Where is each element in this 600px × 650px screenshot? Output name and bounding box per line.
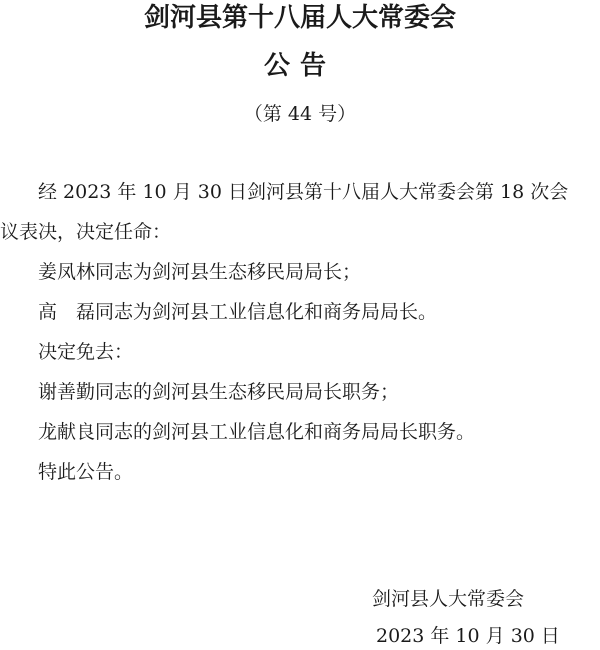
signature-organization: 剑河县人大常委会 <box>372 588 525 610</box>
intro-line-2: 议表决，决定任命： <box>0 221 172 243</box>
intro-line-1: 经 2023 年 10 月 30 日剑河县第十八届人大常委会第 18 次会 <box>38 181 569 203</box>
document-number: （第 44 号） <box>243 103 357 125</box>
document-subtitle: 公告 <box>263 51 336 81</box>
signature-date: 2023 年 10 月 30 日 <box>376 625 560 647</box>
removal-heading: 决定免去： <box>38 341 134 363</box>
document-title: 剑河县第十八届人大常委会 <box>143 3 456 33</box>
appointment-2: 高 磊同志为剑河县工业信息化和商务局局长。 <box>38 301 438 323</box>
appointment-1: 姜凤林同志为剑河县生态移民局局长； <box>38 261 362 283</box>
removal-2: 龙献良同志的剑河县工业信息化和商务局局长职务。 <box>38 421 476 443</box>
removal-1: 谢善勤同志的剑河县生态移民局局长职务； <box>38 381 400 403</box>
closing-text: 特此公告。 <box>38 461 134 483</box>
